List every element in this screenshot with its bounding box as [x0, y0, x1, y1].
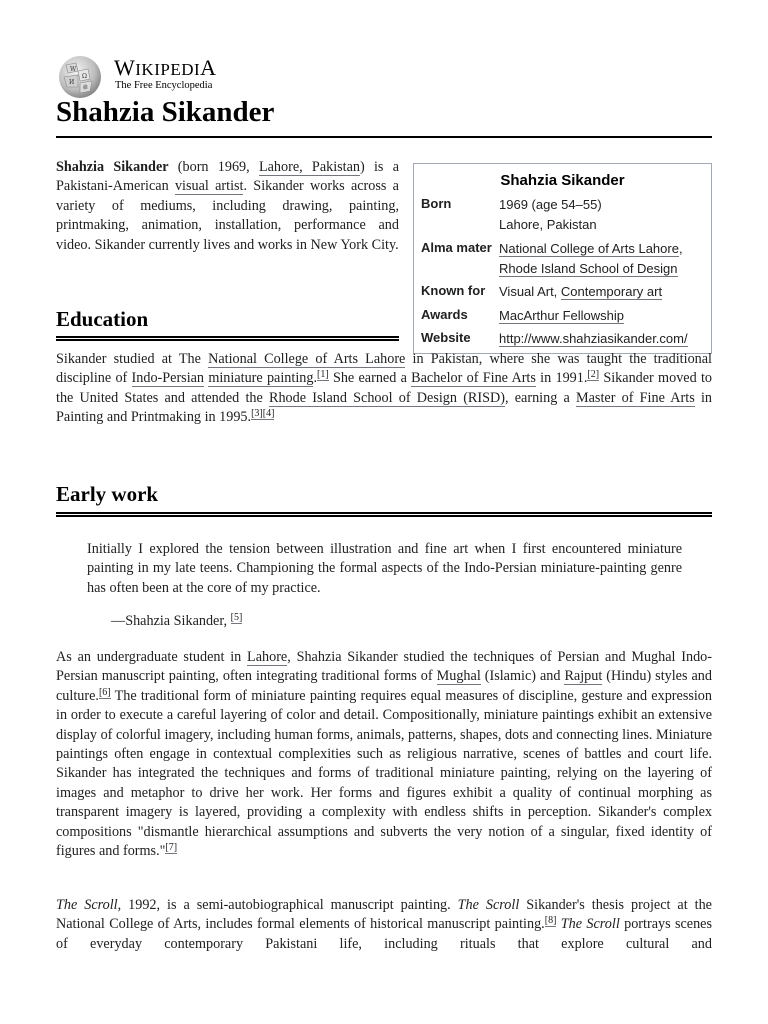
ref-8[interactable]: [8] [544, 915, 557, 927]
education-paragraph: Sikander studied at The National College of Arts Lahore in Pakistan, where she was taught the traditional discipline of Indo-Persian miniature painting.[1] She earned a Bachelor of Fine Arts in 1991.[2] Sikander moved to the United States and attended the Rhode Island School of Design (RISD), earning a Master of Fine Arts in Painting and Printmaking in 1995.[3][4] [56, 351, 712, 426]
ref-7[interactable]: [7] [165, 842, 178, 854]
infobox-label-website: Website [421, 330, 471, 345]
link-rhode-island-school-of-design[interactable]: Rhode Island School of Design (RISD) [269, 389, 505, 406]
link-risd[interactable]: Rhode Island School of Design [499, 260, 678, 276]
ref-6[interactable]: [6] [98, 686, 111, 698]
link-macarthur[interactable]: MacArthur Fellowship [499, 308, 624, 323]
globe-glyph-w: W [70, 66, 77, 73]
link-contemporary-art[interactable]: Contemporary art [560, 284, 663, 299]
link-nca-lahore[interactable]: National College of Arts Lahore [499, 241, 679, 256]
ref-3[interactable]: [3] [251, 408, 263, 420]
link-lahore[interactable]: Lahore [247, 649, 288, 665]
ref-1[interactable]: [1] [317, 369, 329, 381]
infobox-born-date: 1969 (age 54–55) [499, 197, 602, 212]
infobox-title: Shahzia Sikander [500, 172, 625, 189]
wikipedia-logo[interactable] [56, 53, 236, 93]
ref-5[interactable]: [5] [230, 612, 243, 623]
intro-paragraph: Shahzia Sikander (born 1969, Lahore, Pakistan) is a Pakistani-American visual artist. Sikander works across a variety of mediums, including drawing, painting, printmaking, animation, installation, performance and video. Sikander currently lives and works in New York City. [56, 159, 399, 253]
wikipedia-globe-icon [56, 55, 104, 99]
link-rajput[interactable]: Rajput [564, 668, 603, 685]
early-work-paragraph-2: The Scroll, 1992, is a semi-autobiographical manuscript painting. The Scroll Sikander's thesis project at the National College of Arts, includes formal elements of historical manuscript painting.[8] The Scroll portrays scenes of everyday contemporary Pakistani life, including rituals that explore cultural and [56, 897, 712, 952]
link-indo-persian[interactable]: Indo-Persian [131, 370, 205, 387]
infobox-label-awards: Awards [421, 307, 468, 322]
ref-2[interactable]: [2] [587, 369, 600, 381]
tagline: The Free Encyclopedia [115, 80, 213, 91]
quote-attribution: —Shahzia Sikander, [5] [111, 612, 243, 629]
wordmark: WIKIPEDIA [114, 55, 217, 80]
link-bachelor-of-fine-arts[interactable]: Bachelor of Fine Arts [411, 370, 536, 387]
education-divider [56, 336, 399, 341]
early-work-divider [56, 512, 712, 517]
subject-name: Shahzia Sikander [56, 159, 169, 175]
link-lahore-pakistan[interactable]: Lahore, Pakistan [258, 159, 360, 175]
section-heading-early-work: Early work [56, 482, 159, 506]
infobox-born-place: Lahore, Pakistan [499, 216, 597, 232]
link-master-of-fine-arts[interactable]: Master of Fine Arts [576, 389, 695, 406]
early-work-paragraph-1: As an undergraduate student in Lahore, Shahzia Sikander studied the techniques of Persian and Mughal Indo-Persian manuscript painting, often integrating traditional forms of Mughal (Islamic) and Rajput (Hindu) styles and culture.[6] The traditional form of miniature painting requires equal measures of discipline, gesture and expression in order to execute a careful layering of color and detail. Compositionally, miniature paintings exhibit an extensive display of colorful imagery, including human forms, animals, patterns, shapes, dots and connecting lines. Miniature paintings often engage in contextual complexities such as religious narrative, scenes of battles and court life. Sikander has integrated the techniques and forms of traditional miniature painting, relying on the layering of images and metaphor to drive her work. Her forms and figures exhibit a quality of continual morphing as transparent imagery is layered, providing a complexity with endless shifts in perception. Sikander's complex compositions "dismantle hierarchical assumptions and subverts the very notion of a singular, fixed identity of figures and forms."[7] [56, 649, 713, 860]
infobox-label-born: Born [421, 196, 452, 211]
page-title: Shahzia Sikander [56, 96, 275, 128]
link-website[interactable]: http://www.shahziasikander.com/ [499, 331, 688, 346]
blockquote: Initially I explored the tension between illustration and fine art when I first encountered miniature painting in my late teens. Championing the formal aspects of the Indo-Persian miniature-painting genre has often been at the core of my practice. [87, 541, 682, 596]
globe-glyph-i: И [69, 79, 75, 86]
link-mughal[interactable]: Mughal [436, 668, 481, 685]
infobox: Shahzia Sikander Born 1969 (age 54–55) Lahore, Pakistan Alma mater National College of Arts Lahore, Rhode Island School of Design Known for Visual Art, Contemporary art Awards MacArthur Fellowship Website http://www.shahziasikander.com/ [413, 163, 712, 354]
section-heading-education: Education [56, 307, 149, 331]
link-visual-artist[interactable]: visual artist [174, 178, 244, 195]
infobox-label-known-for: Known for [421, 283, 486, 298]
globe-glyph-wei: 維 [83, 85, 89, 91]
link-national-college-of-arts[interactable]: National College of Arts Lahore [208, 351, 406, 367]
link-miniature-painting[interactable]: miniature painting [208, 370, 314, 387]
title-divider [56, 136, 712, 138]
ref-4[interactable]: [4] [262, 408, 275, 420]
infobox-label-alma-mater: Alma mater [421, 240, 492, 255]
globe-glyph-omega: Ω [82, 73, 87, 80]
